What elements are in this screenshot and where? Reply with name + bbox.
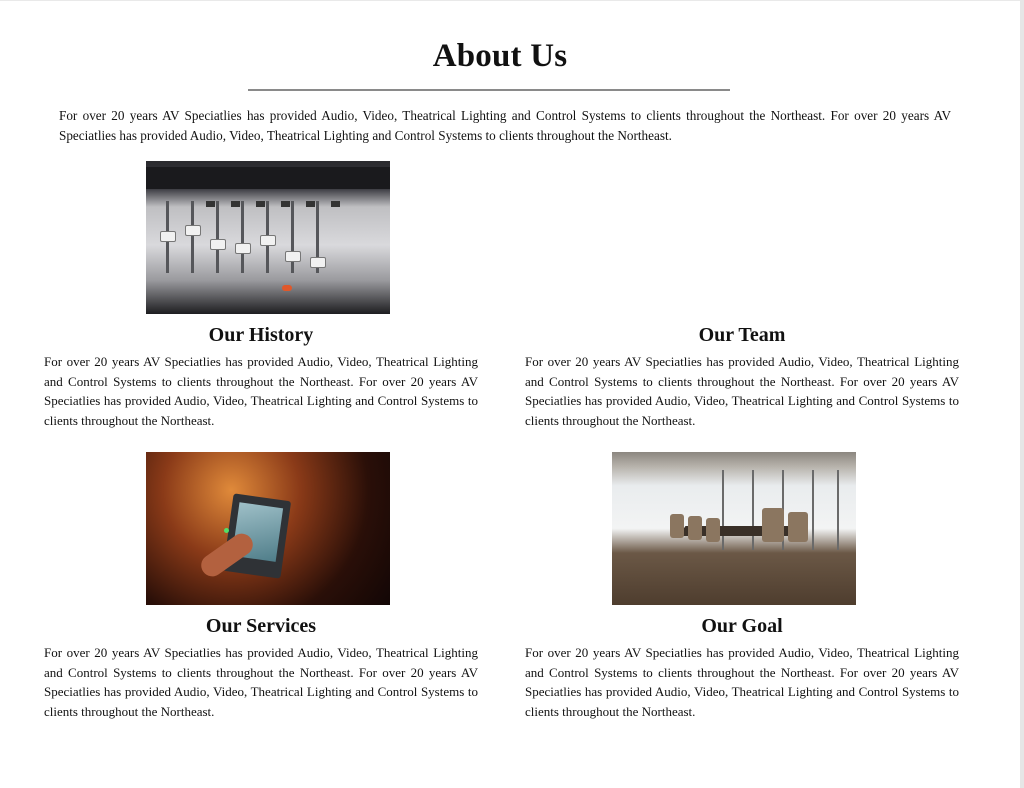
section-text: For over 20 years AV Speciatlies has provided Audio, Video, Theatrical Lighting and Control Systems to clients throughout the Northeast. For over 20 years AV Speciatlies has provided Audio, Video, Theatrical Lighting and Control Systems to clients throughout the Northeast.	[525, 645, 959, 719]
section-title: Our Team	[698, 324, 786, 346]
page-title: About Us	[432, 38, 568, 74]
conference-room-photo	[612, 452, 856, 605]
section-text: For over 20 years AV Speciatlies has provided Audio, Video, Theatrical Lighting and Control Systems to clients throughout the Northeast. For over 20 years AV Speciatlies has provided Audio, Video, Theatrical Lighting and Control Systems to clients throughout the Northeast.	[44, 354, 478, 428]
intro-paragraph: For over 20 years AV Speciatlies has provided Audio, Video, Theatrical Lighting and Control Systems to clients throughout the Northeast. For over 20 years AV Speciatlies has provided Audio, Video, Theatrical Lighting and Control Systems to clients throughout the Northeast.	[59, 108, 951, 143]
top-border	[0, 0, 1024, 1]
section-text: For over 20 years AV Speciatlies has provided Audio, Video, Theatrical Lighting and Control Systems to clients throughout the Northeast. For over 20 years AV Speciatlies has provided Audio, Video, Theatrical Lighting and Control Systems to clients throughout the Northeast.	[525, 354, 959, 428]
section-title: Our Services	[205, 615, 317, 637]
title-divider	[248, 89, 730, 91]
mixing-console-photo	[146, 161, 390, 314]
touchscreen-controller-photo	[146, 452, 390, 605]
section-title: Our Goal	[701, 615, 783, 637]
section-title: Our History	[208, 324, 314, 346]
section-text: For over 20 years AV Speciatlies has provided Audio, Video, Theatrical Lighting and Control Systems to clients throughout the Northeast. For over 20 years AV Speciatlies has provided Audio, Video, Theatrical Lighting and Control Systems to clients throughout the Northeast.	[44, 645, 478, 719]
right-scroll-edge	[1020, 0, 1024, 788]
